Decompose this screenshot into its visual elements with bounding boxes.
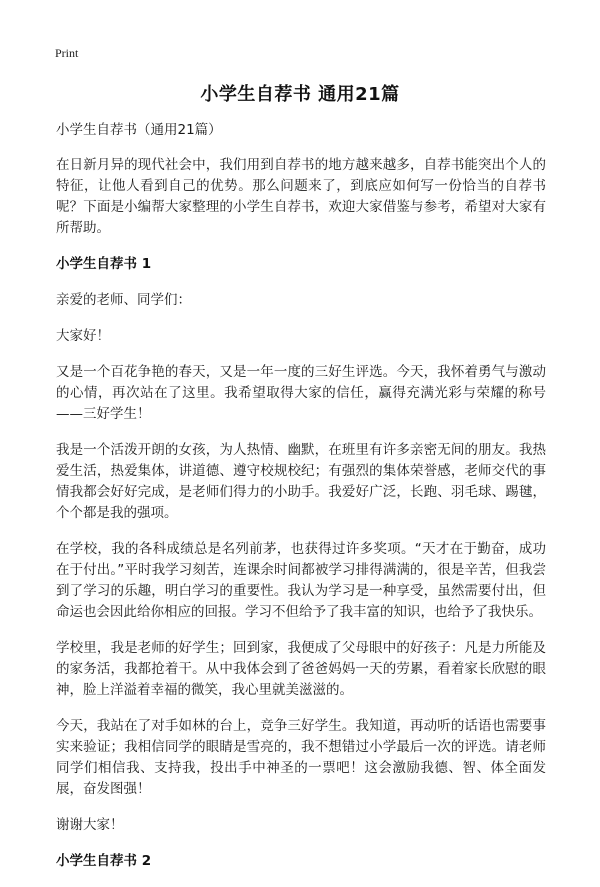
body-paragraph: 学校里，我是老师的好学生；回到家，我便成了父母眼中的好孩子：凡是力所能及的家务活，我都抢着干。从中我体会到了爸爸妈妈一天的劳累，看着家长欣慰的眼神，脸上洋溢着幸福的微笑，我心里就美滋滋的。 bbox=[56, 640, 546, 698]
greeting-paragraph: 亲爱的老师、同学们： bbox=[56, 292, 191, 308]
hello-paragraph: 大家好！ bbox=[56, 328, 110, 344]
section-heading-2: 小学生自荐书 2 bbox=[56, 853, 152, 869]
body-paragraph: 又是一个百花争艳的春天，又是一年一度的三好生评选。今天，我怀着勇气与激动的心情，再次站在了这里。我希望取得大家的信任，赢得充满光彩与荣耀的称号——三好学生！ bbox=[56, 364, 546, 422]
section-heading-1: 小学生自荐书 1 bbox=[56, 256, 152, 272]
document-subtitle: 小学生自荐书（通用21篇） bbox=[56, 122, 222, 138]
body-paragraph: 我是一个活泼开朗的女孩，为人热情、幽默，在班里有许多亲密无间的朋友。我热爱生活，热爱集体，讲道德、遵守校规校纪；有强烈的集体荣誉感，老师交代的事情我都会好好完成，是老师们得力的小助手。我爱好广泛，长跑、羽毛球、踢毽，个个都是我的强项。 bbox=[56, 442, 546, 521]
document-content bbox=[56, 120, 546, 887]
thanks-paragraph: 谢谢大家！ bbox=[56, 817, 124, 833]
document-title: 小学生自荐书 通用21篇 bbox=[200, 84, 400, 105]
body-paragraph: 在学校，我的各科成绩总是名列前茅，也获得过许多奖项。“天才在于勤奋，成功在于付出。”平时我学习刻苦，连课余时间都被学习排得满满的，很是辛苦，但我尝到了学习的乐趣，明白学习的重要性。我认为学习是一种享受，虽然需要付出，但命运也会因此给你相应的回报。学习不但给予了我丰富的知识，也给予了我快乐。 bbox=[56, 541, 546, 620]
print-label[interactable]: Print bbox=[55, 46, 79, 60]
intro-paragraph: 在日新月异的现代社会中，我们用到自荐书的地方越来越多，自荐书能突出个人的特征，让他人看到自己的优势。那么问题来了，到底应如何写一份恰当的自荐书呢？下面是小编帮大家整理的小学生自荐书，欢迎大家借鉴与参考，希望对大家有所帮助。 bbox=[56, 157, 546, 236]
body-paragraph: 今天，我站在了对手如林的台上，竞争三好学生。我知道，再动听的话语也需要事实来验证；我相信同学的眼睛是雪亮的，我不想错过小学最后一次的评选。请老师同学们相信我、支持我，投出手中神圣的一票吧！这会激励我德、智、体全面发展，奋发图强！ bbox=[56, 718, 546, 797]
